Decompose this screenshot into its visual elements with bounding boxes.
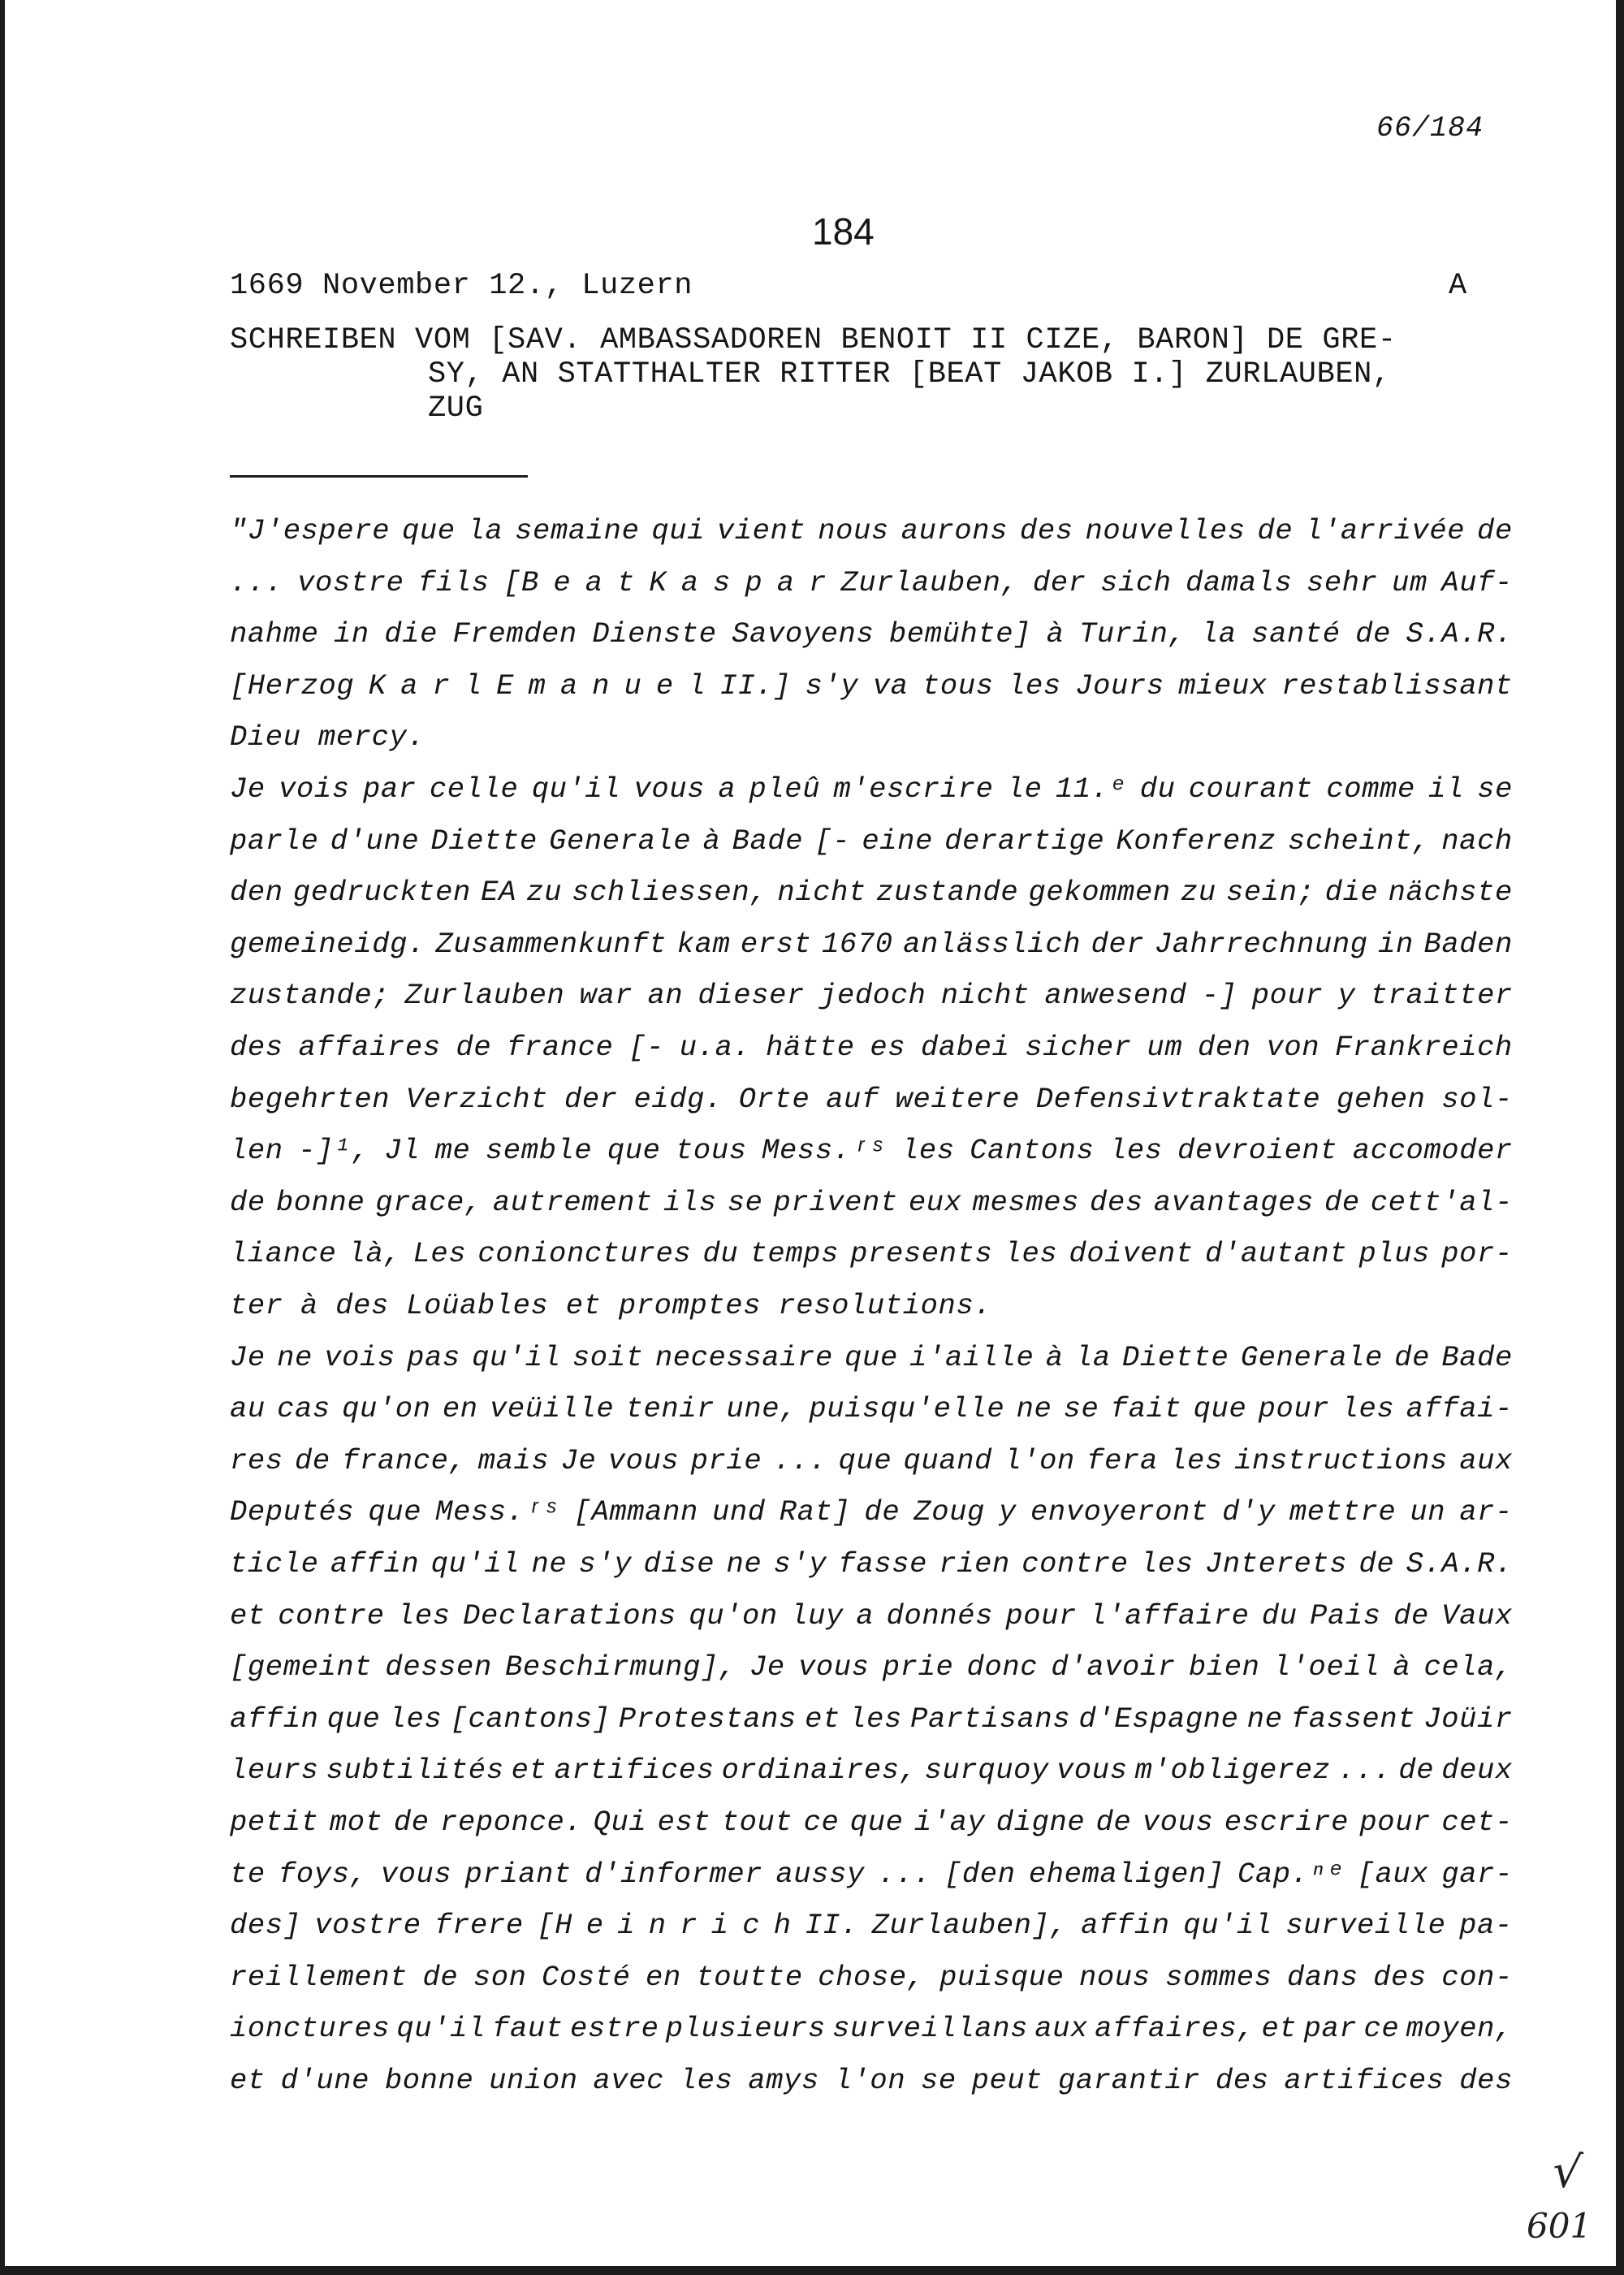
body-line: et d'une bonne union avec les amys l'on se peut garantir des artifices des bbox=[230, 2064, 1513, 2097]
date-place: 1669 November 12., Luzern bbox=[230, 269, 693, 303]
body-line: gemeineidg. Zusammenkunft kam erst 1670 anlässlich der Jahrrechnung in Baden bbox=[230, 927, 1513, 961]
body-line: des] vostre frere [H e i n r i c h II. Zurlauben], affin qu'il surveille pa- bbox=[230, 1909, 1513, 1943]
body-line: [Herzog K a r l E m a n u e l II.] s'y va tous les Jours mieux restablissant bbox=[230, 668, 1513, 703]
page-reference: 66/184 bbox=[1376, 112, 1484, 145]
scan-border-bottom bbox=[0, 2266, 1624, 2275]
body-line: des affaires de france [- u.a. hätte es dabei sicher um den von Frankreich bbox=[230, 1031, 1513, 1064]
body-line: nahme in die Fremden Dienste Savoyens bemühte] à Turin, la santé de S.A.R. bbox=[230, 617, 1513, 651]
body-line: Dieu mercy. bbox=[230, 720, 425, 755]
version-mark: A bbox=[1449, 269, 1467, 303]
body-line: parle d'une Diette Generale à Bade [- eine derartige Konferenz scheint, nach bbox=[230, 824, 1513, 858]
body-line: ionctures qu'il faut estre plusieurs surveillans aux affaires, et par ce moyen, bbox=[230, 2012, 1513, 2046]
body-line: ... vostre fils [B e a t K a s p a r Zurlauben, der sich damals sehr um Auf- bbox=[230, 565, 1513, 599]
checkmark-annotation: √ bbox=[1549, 2144, 1584, 2200]
body-line: petit mot de reponce. Qui est tout ce que i'ay digne de vous escrire pour cet- bbox=[230, 1806, 1513, 1839]
scan-border-right bbox=[1616, 0, 1624, 2275]
title-divider bbox=[230, 475, 528, 478]
body-line: "J'espere que la semaine qui vient nous aurons des nouvelles de l'arrivée de bbox=[230, 514, 1513, 547]
body-line: au cas qu'on en veüille tenir une, puisqu'elle ne se fait que pour les affai- bbox=[230, 1392, 1513, 1426]
body-line: reillement de son Costé en toutte chose, puisque nous sommes dans des con- bbox=[230, 1960, 1513, 1994]
body-line: ticle affin qu'il ne s'y dise ne s'y fasse rien contre les Jnterets de S.A.R. bbox=[230, 1547, 1513, 1581]
document-number: 184 bbox=[812, 210, 875, 253]
body-line: res de france, mais Je vous prie ... que quand l'on fera les instructions aux bbox=[230, 1443, 1513, 1477]
body-line: et contre les Declarations qu'on luy a donnés pour l'affaire du Pais de Vaux bbox=[230, 1598, 1513, 1633]
body-line: [gemeint dessen Beschirmung], Je vous prie donc d'avoir bien l'oeil à cela, bbox=[230, 1650, 1513, 1685]
scan-border-left bbox=[0, 0, 5, 2275]
body-line: begehrten Verzicht der eidg. Orte auf weitere Defensivtraktate gehen sol- bbox=[230, 1082, 1513, 1116]
body-line: Je ne vois pas qu'il soit necessaire que i'aille à la Diette Generale de Bade bbox=[230, 1340, 1513, 1374]
body-line: den gedruckten EA zu schliessen, nicht zustande gekommen zu sein; die nächste bbox=[230, 876, 1513, 910]
body-line: Je vois par celle qu'il vous a pleû m'escrire le 11.ᵉ du courant comme il se bbox=[230, 772, 1513, 806]
body-line: de bonne grace, autrement ils se privent eux mesmes des avantages de cett'al- bbox=[230, 1185, 1513, 1219]
body-line: zustande; Zurlauben war an dieser jedoch nicht anwesend -] pour y traitter bbox=[230, 979, 1513, 1013]
body-line: liance là, Les conionctures du temps presents les doivent d'autant plus por- bbox=[230, 1237, 1513, 1271]
body-line: ter à des Loüables et promptes resolutions. bbox=[230, 1289, 992, 1322]
body-line: Deputés que Mess.ʳˢ [Ammann und Rat] de Zoug y envoyeront d'y mettre un ar- bbox=[230, 1495, 1513, 1529]
document-title-line: ZUG bbox=[428, 391, 484, 426]
body-line: affin que les [cantons] Protestans et les Partisans d'Espagne ne fassent Joüir bbox=[230, 1702, 1513, 1736]
folio-number: 601 bbox=[1527, 2206, 1592, 2246]
body-line: leurs subtilités et artifices ordinaires, surquoy vous m'obligerez ... de deux bbox=[230, 1754, 1513, 1788]
document-title-line: SY, AN STATTHALTER RITTER [BEAT JAKOB I.] ZURLAUBEN, bbox=[428, 357, 1391, 391]
body-line: len -]¹, Jl me semble que tous Mess.ʳˢ les Cantons les devroient accomoder bbox=[230, 1134, 1513, 1168]
document-title-line: SCHREIBEN VOM [SAV. AMBASSADOREN BENOIT II CIZE, BARON] DE GRE- bbox=[230, 323, 1397, 357]
body-line: te foys, vous priant d'informer aussy ... [den ehemaligen] Cap.ⁿᵉ [aux gar- bbox=[230, 1857, 1513, 1891]
